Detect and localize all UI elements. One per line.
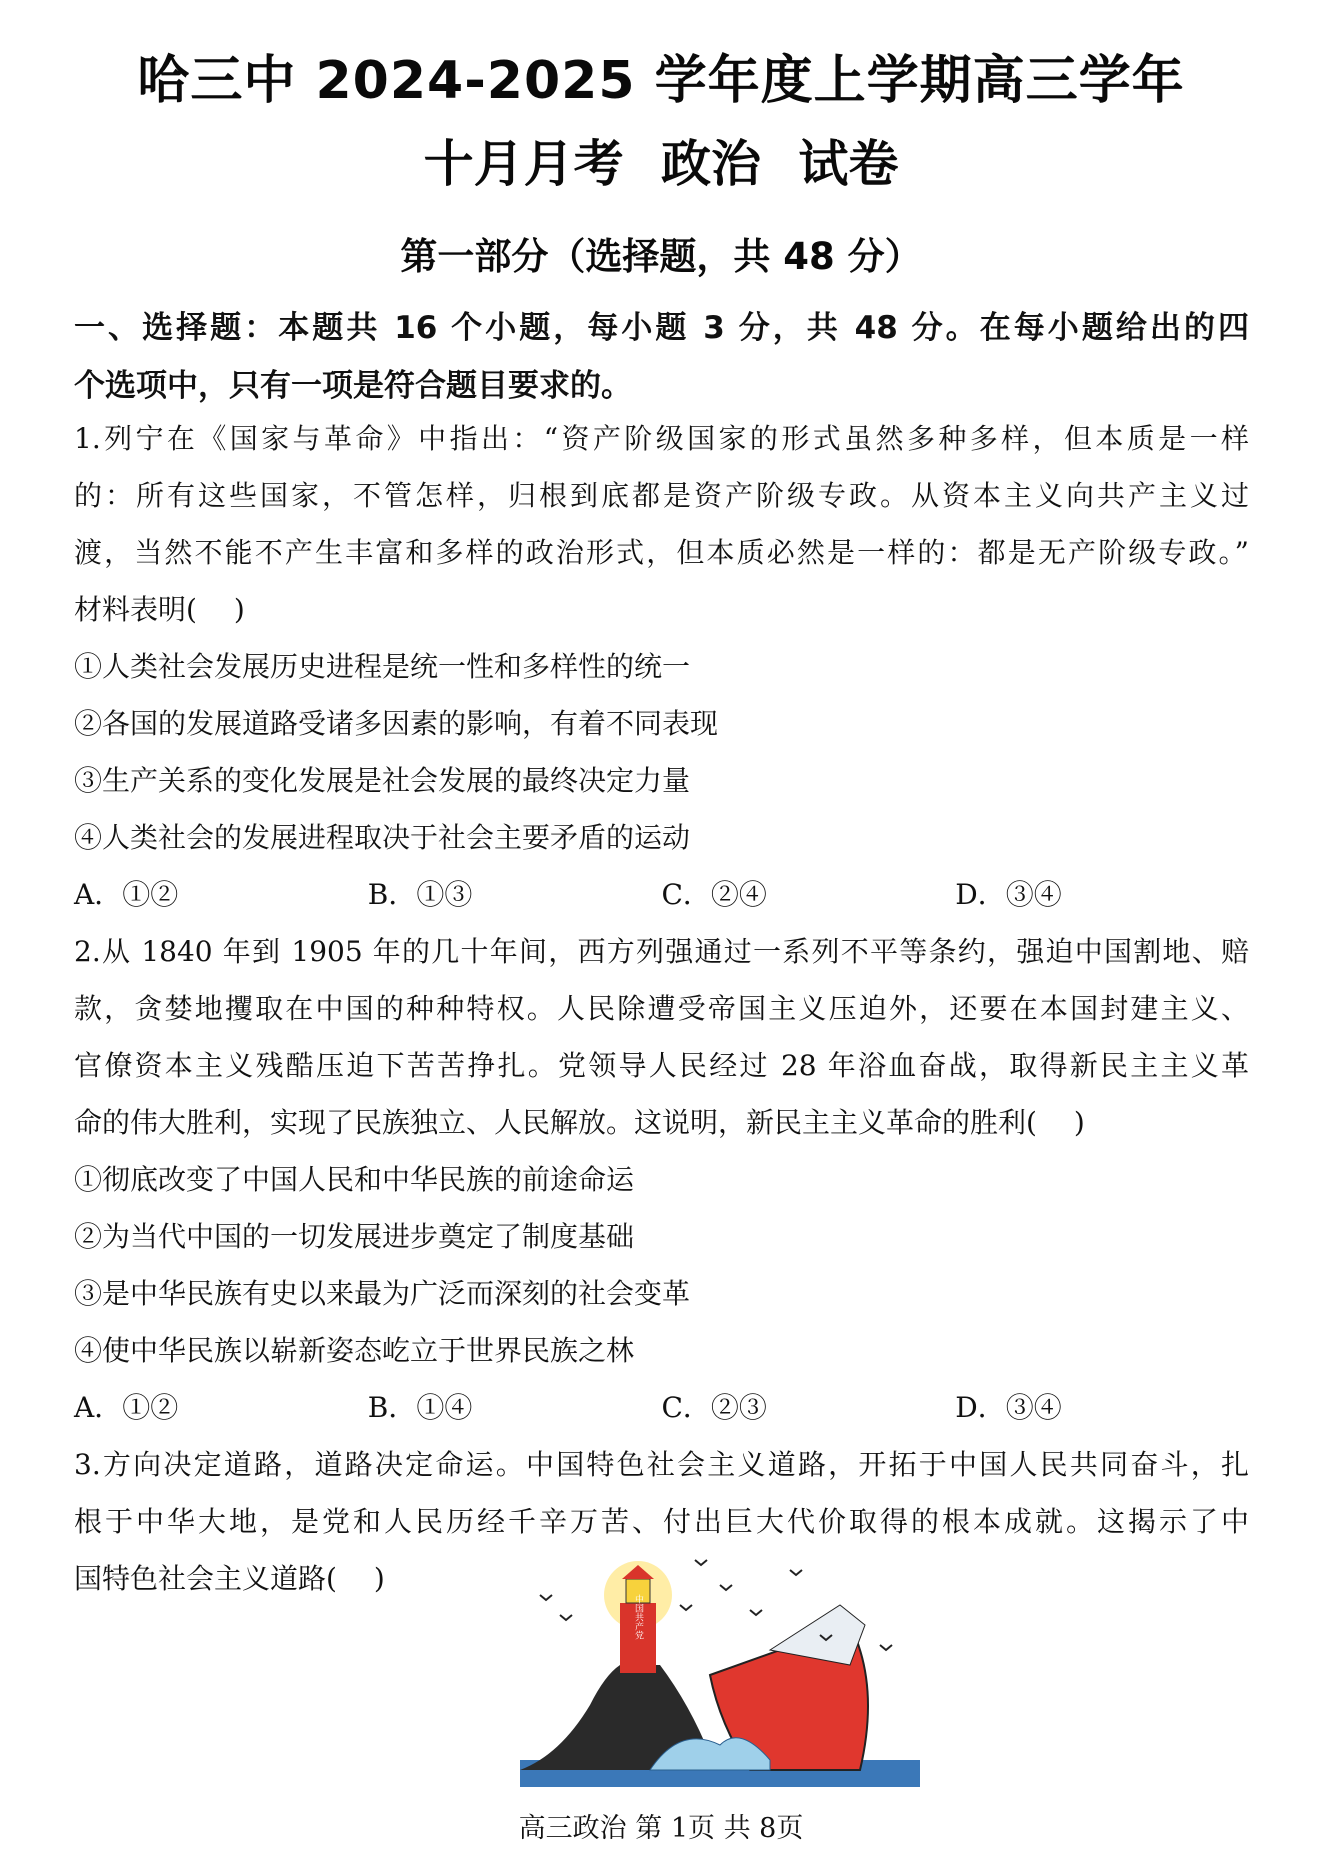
option-d: D．③④ (955, 878, 1062, 911)
question-stem-line: 官僚资本主义残酷压迫下苦苦挣扎。党领导人民经过 28 年浴血奋战，取得新民主主义革 (74, 1049, 1249, 1082)
statement: ②为当代中国的一切发展进步奠定了制度基础 (74, 1220, 635, 1253)
exam-subtitle: 十月月考 政治 试卷 (423, 135, 899, 193)
answer-options (74, 1379, 1249, 1436)
question-1 (74, 410, 1249, 923)
option-a: A．①② (74, 878, 179, 911)
question-stem-line: 款，贪婪地攫取在中国的种种特权。人民除遭受帝国主义压迫外，还要在本国封建主义、 (74, 992, 1249, 1025)
page-footer: 高三政治 第 1页 共 8页 (518, 1813, 804, 1844)
option-b: B．①④ (367, 1391, 473, 1424)
option-c: C．②③ (661, 1391, 767, 1424)
lighthouse-label: 中国共产党 (633, 1594, 643, 1640)
option-b: B．①③ (367, 878, 473, 911)
question-stem-line: 国特色社会主义道路( ) (74, 1562, 385, 1595)
statement: ③生产关系的变化发展是社会发展的最终决定力量 (74, 764, 691, 797)
statement: ④人类社会的发展进程取决于社会主要矛盾的运动 (74, 821, 691, 854)
option-c: C．②④ (661, 878, 767, 911)
question-stem-line: 1.列宁在《国家与革命》中指出：“资产阶级国家的形式虽然多种多样，但本质是一样 (74, 422, 1249, 455)
question-stem-line: 命的伟大胜利，实现了民族独立、人民解放。这说明，新民主主义革命的胜利( ) (74, 1106, 1085, 1139)
option-d: D．③④ (955, 1391, 1062, 1424)
question-stem-line: 渡，当然不能不产生丰富和多样的政治形式，但本质必然是一样的：都是无产阶级专政。” (74, 536, 1249, 569)
answer-options (74, 866, 1249, 923)
question-2 (74, 923, 1249, 1436)
statement: ①人类社会发展历史进程是统一性和多样性的统一 (74, 650, 691, 683)
instructions-line-1: 一、选择题：本题共 16 个小题，每小题 3 分，共 48 分。在每小题给出的四 (74, 310, 1249, 346)
lighthouse-ship-cartoon (520, 1555, 920, 1787)
option-a: A．①② (74, 1391, 179, 1424)
question-stem-line: 材料表明( ) (74, 593, 245, 626)
statement: ④使中华民族以崭新姿态屹立于世界民族之林 (74, 1334, 635, 1367)
questions (74, 410, 1249, 1607)
section-heading: 第一部分（选择题，共 48 分） (400, 235, 922, 278)
statement: ②各国的发展道路受诸多因素的影响，有着不同表现 (74, 707, 719, 740)
question-stem-line: 的：所有这些国家，不管怎样，归根到底都是资产阶级专政。从资本主义向共产主义过 (74, 479, 1249, 512)
instructions-line-2: 个选项中，只有一项是符合题目要求的。 (74, 368, 632, 404)
question-stem-line: 2.从 1840 年到 1905 年的几十年间，西方列强通过一系列不平等条约，强迫中国割地、赔 (74, 935, 1249, 968)
statement: ①彻底改变了中国人民和中华民族的前途命运 (74, 1163, 635, 1196)
exam-title: 哈三中 2024-2025 学年度上学期高三学年 (137, 51, 1185, 111)
question-stem-line: 根于中华大地，是党和人民历经千辛万苦、付出巨大代价取得的根本成就。这揭示了中 (74, 1505, 1249, 1538)
statement: ③是中华民族有史以来最为广泛而深刻的社会变革 (74, 1277, 691, 1310)
question-stem-line: 3.方向决定道路，道路决定命运。中国特色社会主义道路，开拓于中国人民共同奋斗，扎 (74, 1448, 1249, 1481)
